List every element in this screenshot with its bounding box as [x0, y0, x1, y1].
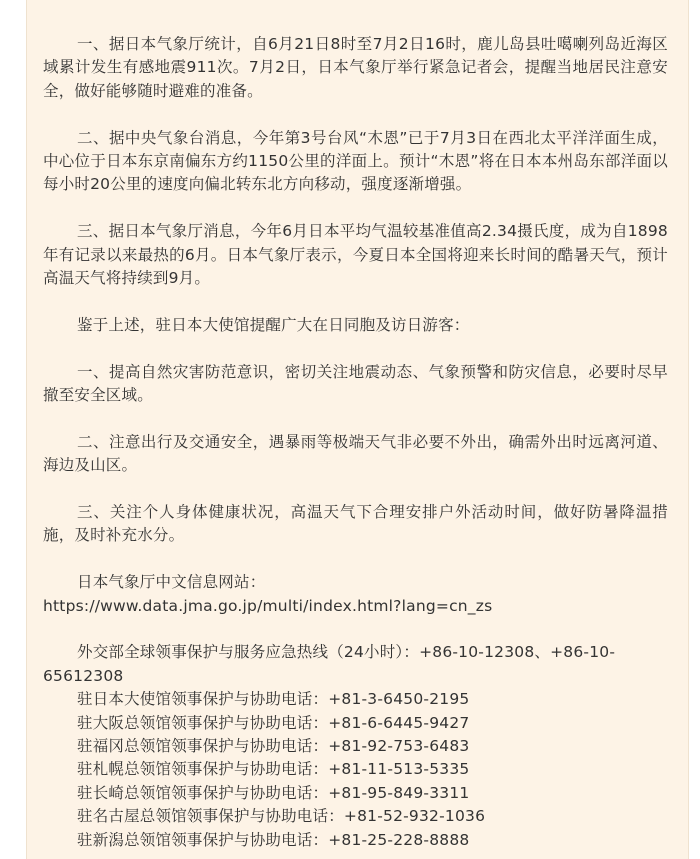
- website-block: [43, 571, 668, 618]
- contact-consulate-niigata: 驻新潟总领馆领事保护与协助电话：+81-25-228-8888: [77, 830, 470, 849]
- contact-consulate-osaka: 驻大阪总领馆领事保护与协助电话：+81-6-6445-9427: [77, 713, 470, 732]
- contact-consulate-nagoya: 驻名古屋总领馆领事保护与协助电话：+81-52-932-1036: [77, 807, 486, 826]
- paragraph-heat: 三、据日本气象厅消息，今年6月日本平均气温较基准值高2.34摄氏度，成为自1898年有记录以来最热的6月。日本气象厅表示，今夏日本全国将迎来长时间的酷暑天气，预计高温天气将持续到9月。: [43, 222, 668, 288]
- website-label: 日本气象厅中文信息网站：: [77, 573, 266, 592]
- website-url[interactable]: https://www.data.jma.go.jp/multi/index.html?lang=cn_zs: [43, 596, 493, 615]
- notice-body: [43, 33, 668, 852]
- paragraph-advice-travel: 二、注意出行及交通安全，遇暴雨等极端天气非必要不外出，确需外出时远离河道、海边及山区。: [43, 432, 668, 475]
- contact-consulate-fukuoka: 驻福冈总领馆领事保护与协助电话：+81-92-753-6483: [77, 737, 470, 756]
- contact-consulate-sapporo: 驻札幌总领馆领事保护与协助电话：+81-11-513-5335: [77, 760, 470, 779]
- paragraph-typhoon: 二、据中央气象台消息，今年第3号台风“木恩”已于7月3日在西北太平洋洋面生成，中心位于日本东京南偏东方约1150公里的洋面上。预计“木恩”将在日本本州岛东部洋面以每小时20公里的速度向偏北转东北方向移动，强度逐渐增强。: [43, 128, 668, 194]
- paragraph-advice-health: 三、关注个人身体健康状况，高温天气下合理安排户外活动时间，做好防暑降温措施，及时补充水分。: [43, 503, 668, 545]
- contact-consulate-nagasaki: 驻长崎总领馆领事保护与协助电话：+81-95-849-3311: [77, 783, 470, 802]
- paragraph-reminder-intro: 鉴于上述，驻日本大使馆提醒广大在日同胞及访日游客：: [77, 315, 470, 334]
- paragraph-advice-disaster: 一、提高自然灾害防范意识，密切关注地震动态、气象预警和防灾信息，必要时尽早撤至安全区域。: [43, 362, 668, 405]
- contact-embassy-tokyo: 驻日本大使馆领事保护与协助电话：+81-3-6450-2195: [77, 690, 470, 709]
- paragraph-earthquake: 一、据日本气象厅统计，自6月21日8时至7月2日16时，鹿儿岛县吐噶喇列岛近海区域累计发生有感地震911次。7月2日，日本气象厅举行紧急记者会，提醒当地居民注意安全，做好能够随时避难的准备。: [43, 35, 668, 100]
- hotline-text: 外交部全球领事保护与服务应急热线（24小时）：+86-10-12308、+86-10-65612308: [43, 643, 616, 685]
